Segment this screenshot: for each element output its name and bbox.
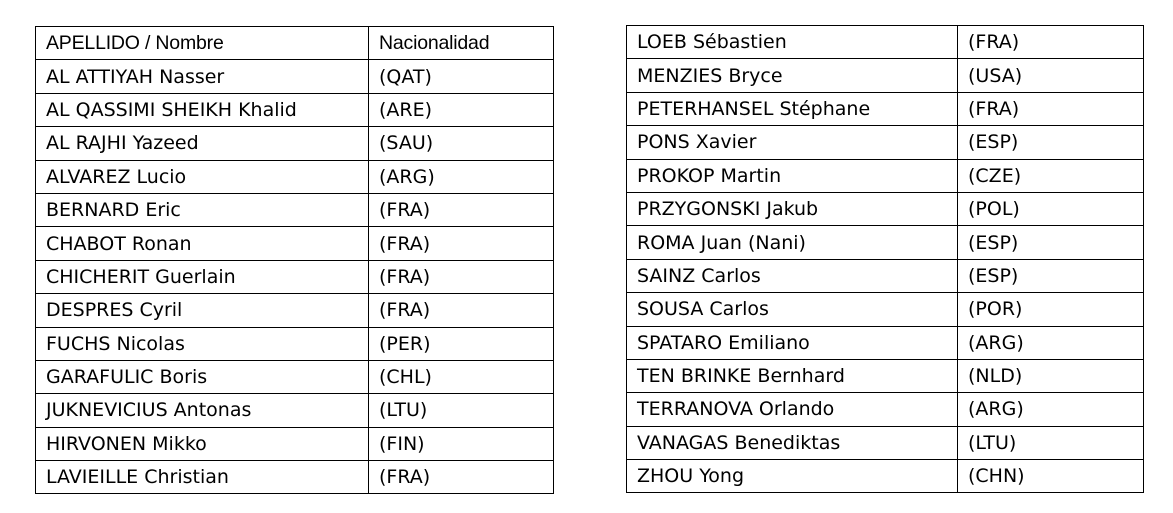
- driver-name: PONS Xavier: [627, 126, 958, 159]
- table-row: [627, 426, 1144, 459]
- table-row: [627, 326, 1144, 359]
- table-row: [627, 126, 1144, 159]
- table-row: [36, 327, 554, 360]
- driver-nationality: (FRA): [958, 26, 1144, 59]
- driver-nationality: (ARG): [958, 326, 1144, 359]
- driver-nationality: (POR): [958, 293, 1144, 326]
- table-row: [627, 293, 1144, 326]
- driver-nationality: (FRA): [369, 461, 554, 494]
- driver-nationality: (ARG): [369, 160, 554, 193]
- table-row: [36, 93, 554, 126]
- table-row: [36, 360, 554, 393]
- driver-nationality: (USA): [958, 59, 1144, 92]
- table-row: [627, 259, 1144, 292]
- driver-nationality: (FRA): [369, 193, 554, 226]
- table-row: [627, 226, 1144, 259]
- driver-nationality: (ARG): [958, 393, 1144, 426]
- driver-name: AL QASSIMI SHEIKH Khalid: [36, 93, 369, 126]
- table-row: [36, 193, 554, 226]
- driver-nationality: (NLD): [958, 359, 1144, 392]
- table-row: [36, 461, 554, 494]
- header-nationality: Nacionalidad: [369, 27, 554, 60]
- table-row: [627, 26, 1144, 59]
- driver-name: HIRVONEN Mikko: [36, 427, 369, 460]
- table-row: [36, 60, 554, 93]
- driver-name: AL ATTIYAH Nasser: [36, 60, 369, 93]
- driver-nationality: (FRA): [369, 260, 554, 293]
- driver-name: TEN BRINKE Bernhard: [627, 359, 958, 392]
- table-row: [36, 160, 554, 193]
- table-row: [627, 192, 1144, 225]
- driver-name: JUKNEVICIUS Antonas: [36, 394, 369, 427]
- table-row: [627, 393, 1144, 426]
- driver-name: CHICHERIT Guerlain: [36, 260, 369, 293]
- table-row: [627, 359, 1144, 392]
- driver-name: LOEB Sébastien: [627, 26, 958, 59]
- driver-nationality: (ESP): [958, 126, 1144, 159]
- table-row: [627, 92, 1144, 125]
- driver-name: SOUSA Carlos: [627, 293, 958, 326]
- driver-nationality: (SAU): [369, 127, 554, 160]
- table-row: [36, 127, 554, 160]
- driver-name: LAVIEILLE Christian: [36, 461, 369, 494]
- header-row: [36, 27, 554, 60]
- driver-name: PRZYGONSKI Jakub: [627, 192, 958, 225]
- driver-nationality: (CHN): [958, 460, 1144, 493]
- driver-name: DESPRES Cyril: [36, 294, 369, 327]
- driver-nationality: (LTU): [958, 426, 1144, 459]
- table-row: [627, 59, 1144, 92]
- drivers-table-right: [626, 25, 1144, 493]
- driver-nationality: (FRA): [369, 227, 554, 260]
- driver-nationality: (ESP): [958, 259, 1144, 292]
- driver-name: ALVAREZ Lucio: [36, 160, 369, 193]
- header-name: APELLIDO / Nombre: [36, 27, 369, 60]
- driver-name: PETERHANSEL Stéphane: [627, 92, 958, 125]
- table-row: [627, 159, 1144, 192]
- driver-nationality: (ESP): [958, 226, 1144, 259]
- table-row: [36, 427, 554, 460]
- driver-name: AL RAJHI Yazeed: [36, 127, 369, 160]
- table-row: [36, 227, 554, 260]
- driver-name: BERNARD Eric: [36, 193, 369, 226]
- driver-nationality: (FRA): [369, 294, 554, 327]
- driver-nationality: (CZE): [958, 159, 1144, 192]
- drivers-table-left: [35, 26, 554, 494]
- driver-nationality: (FRA): [958, 92, 1144, 125]
- driver-nationality: (PER): [369, 327, 554, 360]
- driver-name: GARAFULIC Boris: [36, 360, 369, 393]
- driver-name: VANAGAS Benediktas: [627, 426, 958, 459]
- driver-name: FUCHS Nicolas: [36, 327, 369, 360]
- table-row: [627, 460, 1144, 493]
- driver-name: ZHOU Yong: [627, 460, 958, 493]
- driver-name: SAINZ Carlos: [627, 259, 958, 292]
- driver-nationality: (QAT): [369, 60, 554, 93]
- table-row: [36, 294, 554, 327]
- table-row: [36, 260, 554, 293]
- driver-name: SPATARO Emiliano: [627, 326, 958, 359]
- driver-name: ROMA Juan (Nani): [627, 226, 958, 259]
- driver-nationality: (FIN): [369, 427, 554, 460]
- driver-name: MENZIES Bryce: [627, 59, 958, 92]
- driver-nationality: (POL): [958, 192, 1144, 225]
- table-row: [36, 394, 554, 427]
- driver-nationality: (CHL): [369, 360, 554, 393]
- driver-nationality: (LTU): [369, 394, 554, 427]
- driver-name: TERRANOVA Orlando: [627, 393, 958, 426]
- driver-name: PROKOP Martin: [627, 159, 958, 192]
- driver-name: CHABOT Ronan: [36, 227, 369, 260]
- driver-nationality: (ARE): [369, 93, 554, 126]
